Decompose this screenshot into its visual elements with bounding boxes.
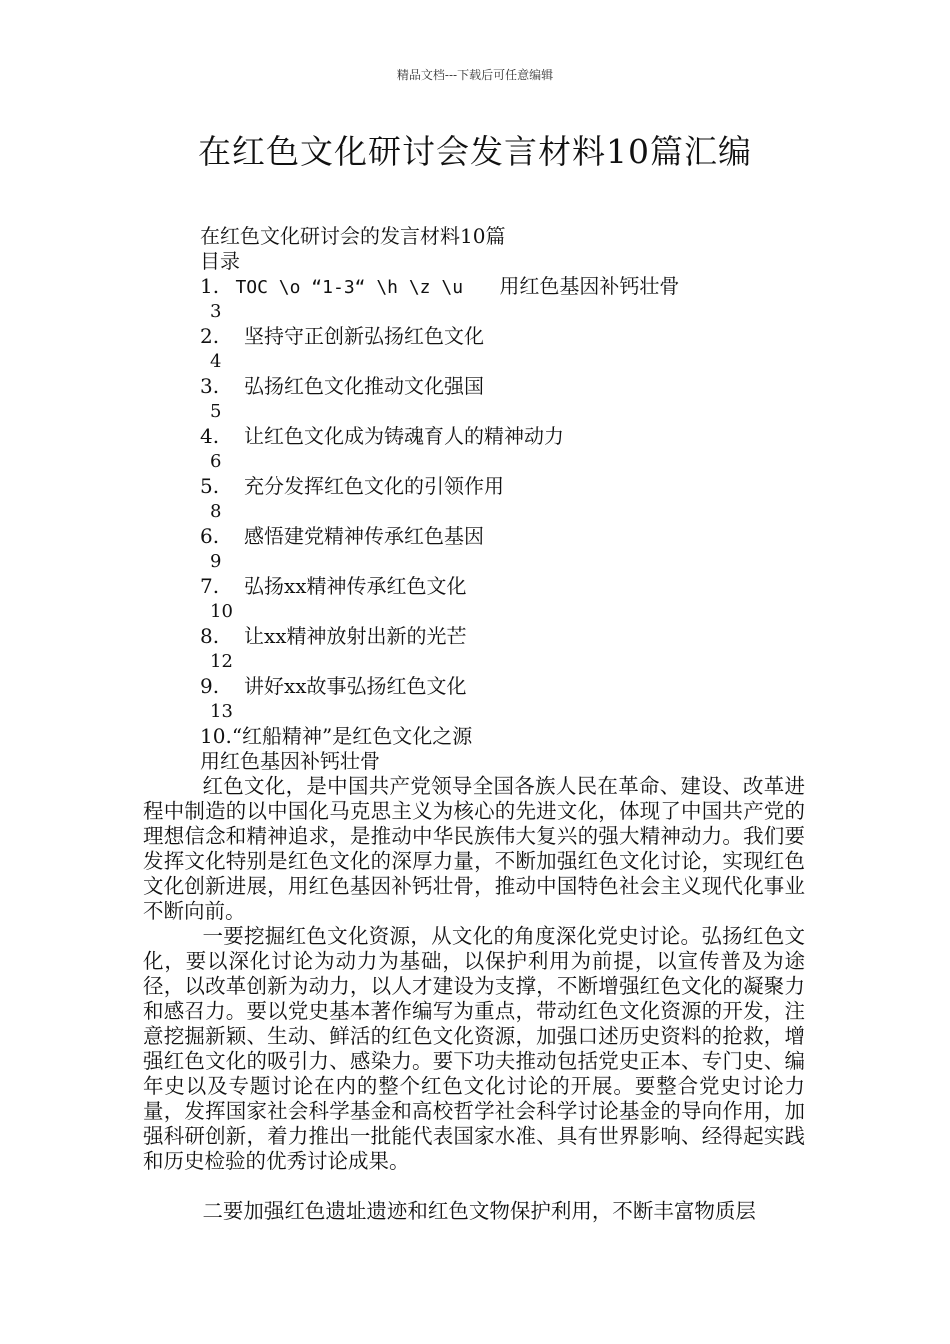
toc-item[interactable] (200, 674, 467, 699)
toc-item-label: 充分发挥红色文化的引领作用 (244, 474, 504, 498)
toc-page-number: 10 (210, 601, 233, 622)
toc-item-label: “红船精神”是红色文化之源 (231, 724, 473, 748)
toc-item-number: 1. (200, 274, 220, 298)
toc-item-number: 10. (200, 724, 232, 748)
toc-item-label: 弘扬红色文化推动文化强国 (244, 374, 484, 398)
toc-item[interactable] (200, 324, 484, 349)
document-title: 在红色文化研讨会发言材料10篇汇编 (198, 132, 752, 171)
toc-item-number: 7. (200, 574, 220, 598)
body-paragraph: 二要加强红色遗址遗迹和红色文物保护利用，不断丰富物质层 (202, 1199, 756, 1223)
toc-item-number: 3. (200, 374, 220, 398)
toc-item-label: 感悟建党精神传承红色基因 (244, 524, 484, 548)
toc-item-number: 2. (200, 324, 220, 348)
toc-item-label: 用红色基因补钙壮骨 (499, 274, 680, 298)
body-paragraph: 红色文化，是中国共产党领导全国各族人民在革命、建设、改革进程中制造的以中国化马克思主义为核心的先进文化，体现了中国共产党的理想信念和精神追求，是推动中华民族伟大复兴的强大精神动力。我们要发挥文化特别是红色文化的深厚力量，不断加强红色文化讨论，实现红色文化创新进展，用红色基因补钙壮骨，推动中国特色社会主义现代化事业不断向前。 (143, 774, 805, 923)
toc-page-number: 6 (210, 451, 222, 472)
body-paragraph: 一要挖掘红色文化资源，从文化的角度深化党史讨论。弘扬红色文化，要以深化讨论为动力为基础，以保护利用为前提，以宣传普及为途径，以改革创新为动力，以人才建设为支撑，不断增强红色文化的凝聚力和感召力。要以党史基本著作编写为重点，带动红色文化资源的开发，注意挖掘新颖、生动、鲜活的红色文化资源，加强口述历史资料的抢救，增强红色文化的吸引力、感染力。要下功夫推动包括党史正本、专门史、编年史以及专题讨论在内的整个红色文化讨论的开展。要整合党史讨论力量，发挥国家社会科学基金和高校哲学社会科学讨论基金的导向作用，加强科研创新，着力推出一批能代表国家水准、具有世界影响、经得起实践和历史检验的优秀讨论成果。 (143, 924, 805, 1173)
toc-page-number: 13 (210, 701, 233, 722)
toc-item[interactable] (200, 724, 472, 749)
toc-item-label: 让红色文化成为铸魂育人的精神动力 (244, 424, 564, 448)
section-heading: 用红色基因补钙壮骨 (200, 749, 380, 773)
toc-page-number: 4 (210, 351, 222, 372)
toc-heading: 目录 (200, 249, 240, 273)
toc-page-number: 5 (210, 401, 222, 422)
toc-item[interactable] (200, 474, 504, 499)
toc-item-label: 讲好xx故事弘扬红色文化 (244, 674, 467, 698)
toc-item-number: 8. (200, 624, 220, 648)
toc-item[interactable] (200, 374, 484, 399)
toc-page-number: 9 (210, 551, 222, 572)
toc-item[interactable] (200, 624, 467, 649)
toc-item[interactable] (200, 274, 679, 300)
toc-item-number: 6. (200, 524, 220, 548)
toc-field-code: TOC \o “1-3“ \h \z \u (235, 277, 464, 298)
toc-item[interactable] (200, 574, 467, 599)
toc-item[interactable] (200, 424, 564, 449)
toc-item-label: 坚持守正创新弘扬红色文化 (244, 324, 484, 348)
toc-item[interactable] (200, 524, 484, 549)
toc-item-label: 让xx精神放射出新的光芒 (244, 624, 467, 648)
header-note: 精品文档---下载后可任意编辑 (396, 68, 554, 82)
toc-item-number: 9. (200, 674, 220, 698)
toc-page-number: 8 (210, 501, 222, 522)
toc-item-number: 4. (200, 424, 220, 448)
toc-page-number: 12 (210, 651, 233, 672)
subtitle: 在红色文化研讨会的发言材料10篇 (200, 224, 506, 248)
toc-item-label: 弘扬xx精神传承红色文化 (244, 574, 467, 598)
toc-item-number: 5. (200, 474, 220, 498)
toc-page-number: 3 (210, 301, 222, 322)
